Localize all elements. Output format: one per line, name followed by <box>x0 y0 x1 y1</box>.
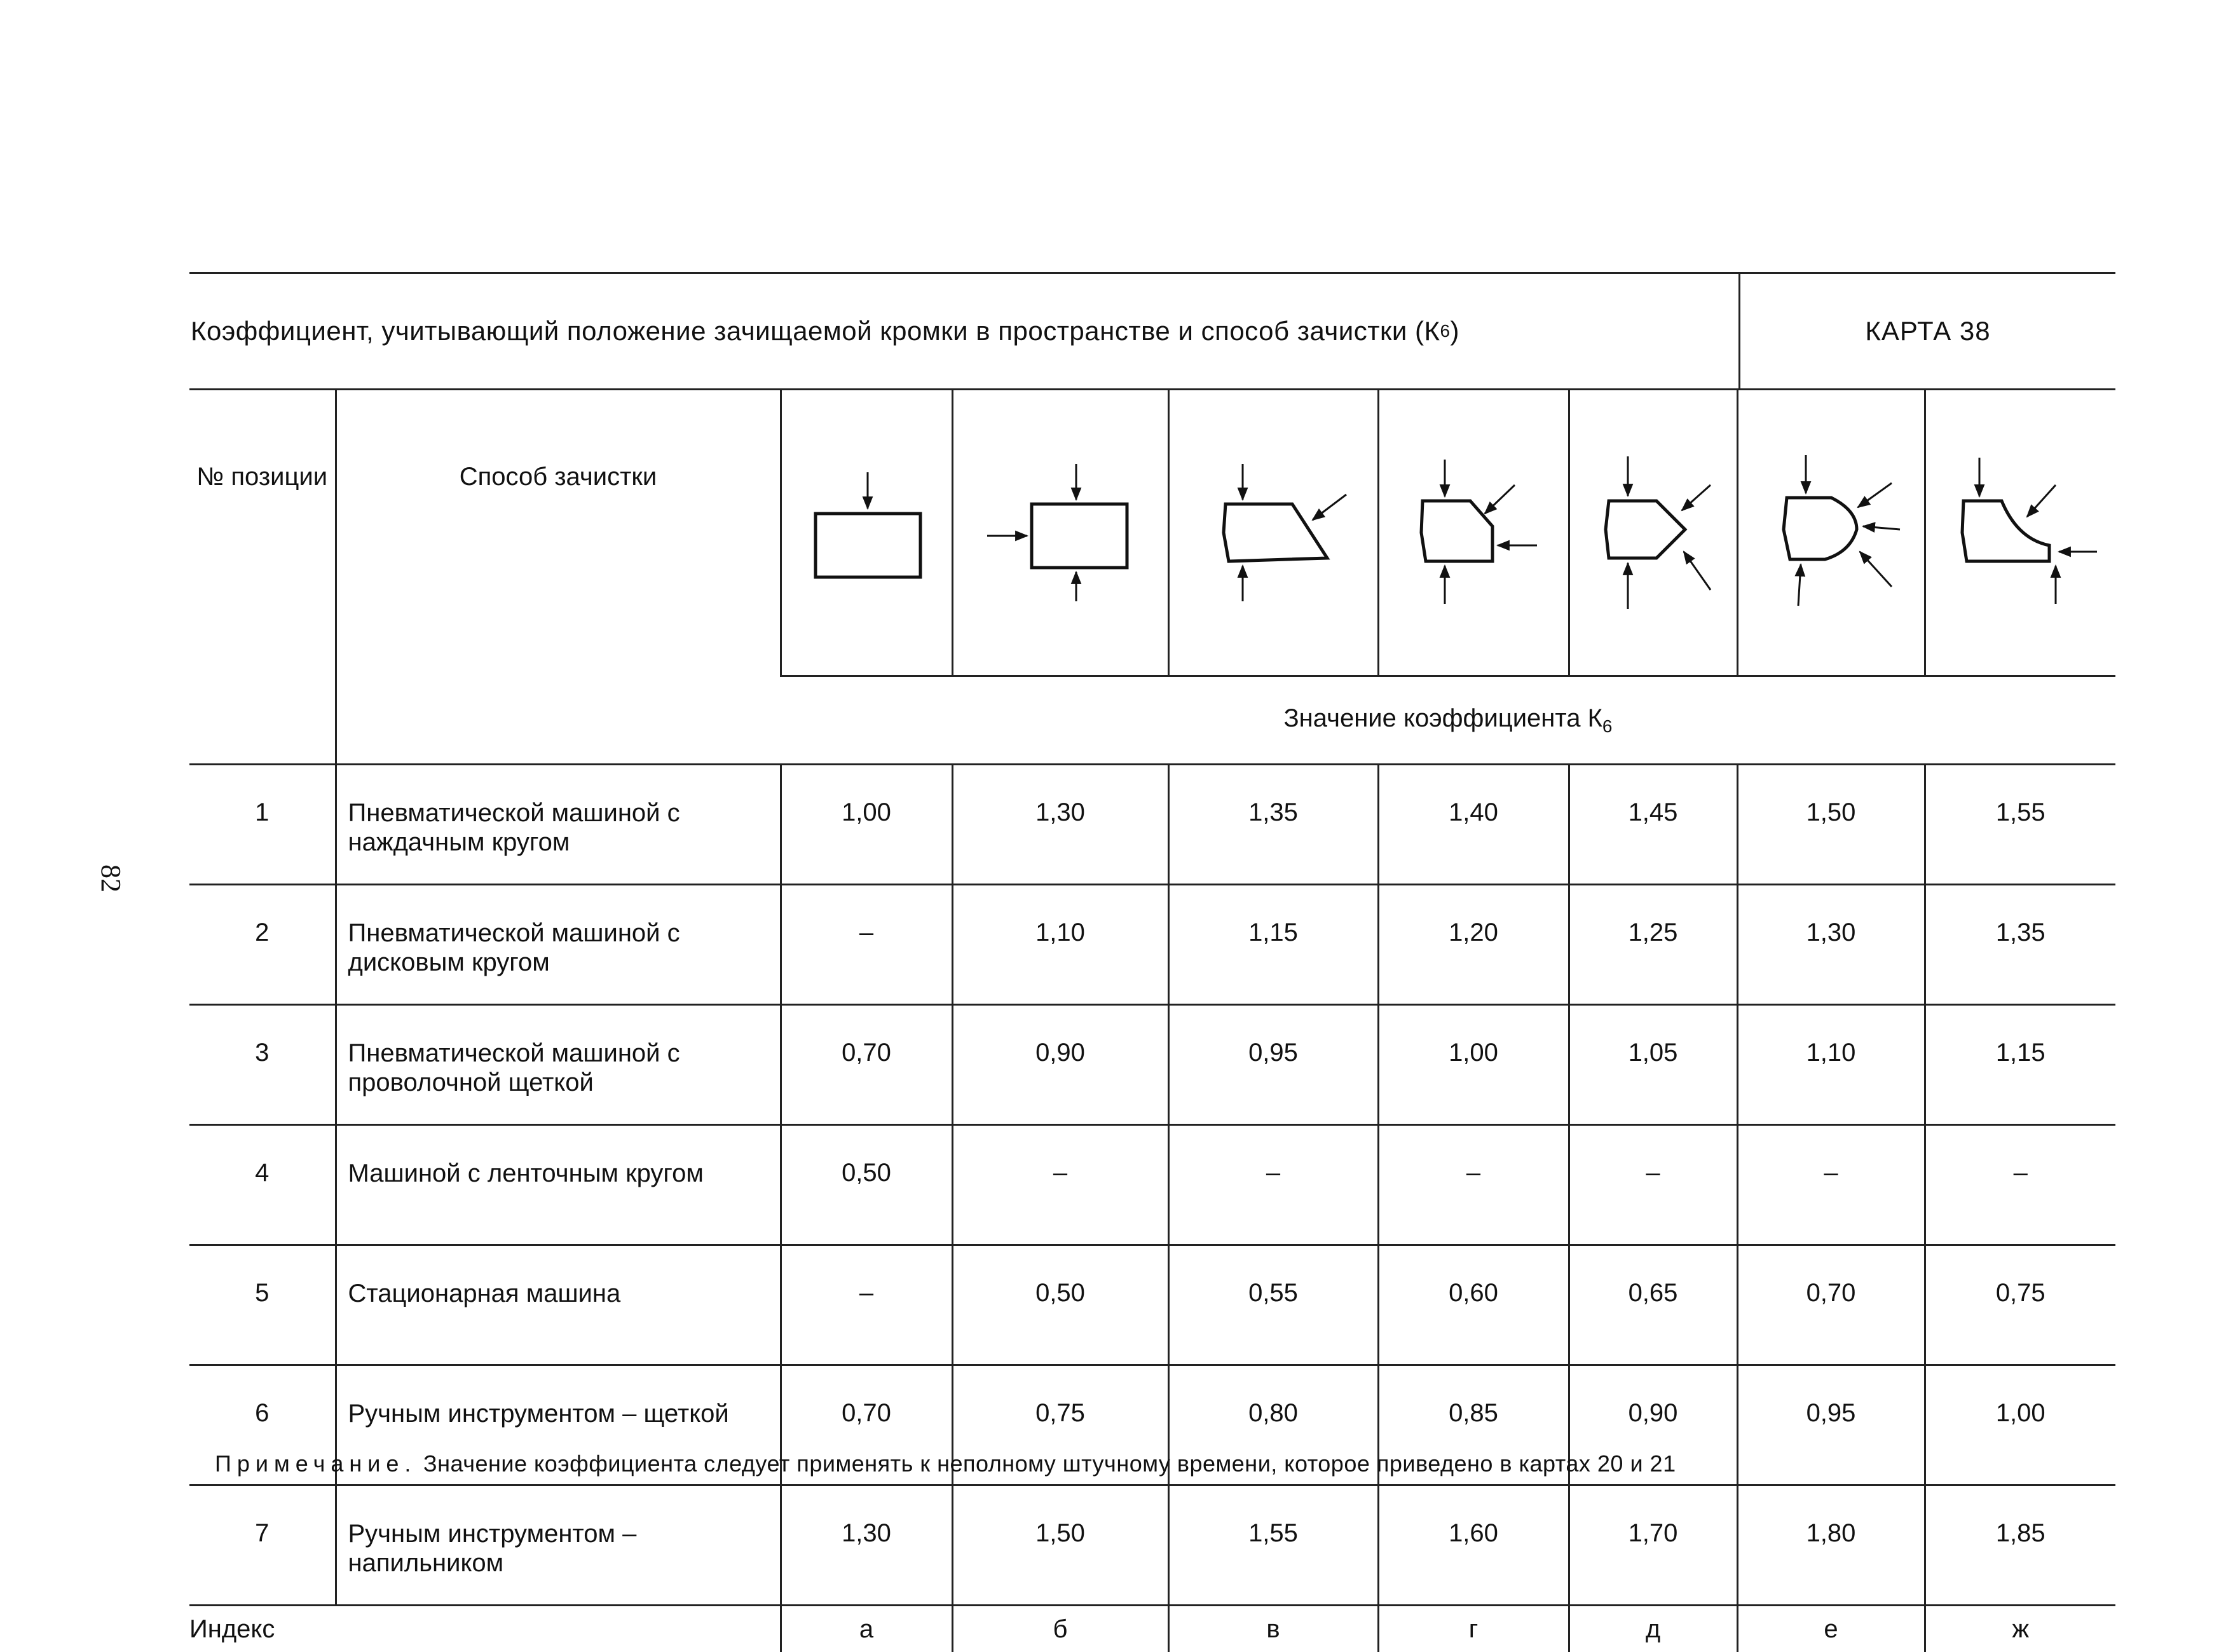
value-cell: – <box>1925 1125 2115 1245</box>
card-number-label: КАРТА 38 <box>1738 274 2115 388</box>
value-cell: 0,65 <box>1569 1245 1737 1365</box>
value-cell: 1,60 <box>1378 1485 1569 1606</box>
method-cell: Пневматической машиной с дисковым кругом <box>336 885 781 1005</box>
sketch-cell-d <box>1569 390 1737 676</box>
value-cell: 0,75 <box>1925 1245 2115 1365</box>
table-row <box>189 1125 2115 1245</box>
value-cell: 0,70 <box>781 1365 952 1485</box>
footnote-lead: Примечание. <box>215 1451 416 1477</box>
value-cell: 1,35 <box>1168 765 1378 885</box>
card-38 <box>189 272 2115 1652</box>
value-cell: 1,20 <box>1378 885 1569 1005</box>
method-cell: Ручным инструментом – щеткой <box>336 1365 781 1485</box>
value-cell: 1,50 <box>952 1485 1168 1606</box>
value-cell: 0,85 <box>1378 1365 1569 1485</box>
sketch-cell-zh <box>1925 390 2115 676</box>
value-cell: 0,50 <box>781 1125 952 1245</box>
table-row <box>189 1005 2115 1125</box>
edge-sketch-a-icon <box>803 469 930 596</box>
footnote-text: Значение коэффициента следует применять к неполному штучному времени, которое приведено в картах 20 и 21 <box>423 1451 1676 1477</box>
values-caption-text: Значение коэффициента К <box>1284 704 1602 732</box>
index-letter: д <box>1569 1606 1737 1652</box>
value-cell: 1,45 <box>1569 765 1737 885</box>
column-header-position: № позиции <box>189 390 336 765</box>
value-cell: 1,10 <box>952 885 1168 1005</box>
footnote <box>215 1451 1676 1477</box>
sketch-cell-v <box>1168 390 1378 676</box>
edge-sketch-zh-icon <box>1938 456 2103 609</box>
value-cell: 0,80 <box>1168 1365 1378 1485</box>
value-cell: – <box>952 1125 1168 1245</box>
edge-sketch-v-icon <box>1197 463 1349 603</box>
index-letter: в <box>1168 1606 1378 1652</box>
value-cell: 1,05 <box>1569 1005 1737 1125</box>
edge-sketch-d-icon <box>1580 450 1726 615</box>
value-cell: 0,60 <box>1378 1245 1569 1365</box>
value-cell: 0,95 <box>1737 1365 1925 1485</box>
table-row <box>189 765 2115 885</box>
value-cell: 1,30 <box>1737 885 1925 1005</box>
value-cell: 0,90 <box>952 1005 1168 1125</box>
index-letter: г <box>1378 1606 1569 1652</box>
header-row-sketches <box>189 390 2115 676</box>
edge-sketch-e-icon <box>1755 450 1908 615</box>
table-row <box>189 885 2115 1005</box>
index-row <box>189 1606 2115 1652</box>
page-number: 82 <box>95 864 127 892</box>
value-cell: – <box>1569 1125 1737 1245</box>
value-cell: 1,00 <box>781 765 952 885</box>
card-title <box>189 274 1738 388</box>
value-cell: 0,90 <box>1569 1365 1737 1485</box>
value-cell: 1,15 <box>1925 1005 2115 1125</box>
value-cell: 0,95 <box>1168 1005 1378 1125</box>
card-title-subscript: 6 <box>1440 321 1450 341</box>
column-header-method: Способ зачистки <box>336 390 781 765</box>
index-letter: а <box>781 1606 952 1652</box>
value-cell: 1,80 <box>1737 1485 1925 1606</box>
value-cell: – <box>1737 1125 1925 1245</box>
value-cell: 1,55 <box>1925 765 2115 885</box>
value-cell: – <box>781 885 952 1005</box>
index-letter: ж <box>1925 1606 2115 1652</box>
index-letter: е <box>1737 1606 1925 1652</box>
value-cell: 1,25 <box>1569 885 1737 1005</box>
value-cell: 0,55 <box>1168 1245 1378 1365</box>
sketch-cell-e <box>1737 390 1925 676</box>
method-cell: Машиной с ленточным кругом <box>336 1125 781 1245</box>
value-cell: 0,50 <box>952 1245 1168 1365</box>
sketch-cell-b <box>952 390 1168 676</box>
position-cell: 3 <box>189 1005 336 1125</box>
position-cell: 2 <box>189 885 336 1005</box>
method-cell: Ручным инструментом – напильником <box>336 1485 781 1606</box>
value-cell: 1,10 <box>1737 1005 1925 1125</box>
value-cell: 1,35 <box>1925 885 2115 1005</box>
method-cell: Стационарная машина <box>336 1245 781 1365</box>
method-cell: Пневматической машиной с наждачным кругом <box>336 765 781 885</box>
edge-sketch-g-icon <box>1397 456 1550 609</box>
sketch-cell-a <box>781 390 952 676</box>
card-title-close: ) <box>1451 316 1460 346</box>
card-title-text: Коэффициент, учитывающий положение зачищаемой кромки в пространстве и способ зачистки (К <box>191 316 1440 346</box>
values-caption <box>781 676 2115 765</box>
position-cell: 7 <box>189 1485 336 1606</box>
position-cell: 4 <box>189 1125 336 1245</box>
table-row <box>189 1485 2115 1606</box>
position-cell: 1 <box>189 765 336 885</box>
position-cell: 5 <box>189 1245 336 1365</box>
value-cell: – <box>781 1245 952 1365</box>
value-cell: 1,55 <box>1168 1485 1378 1606</box>
value-cell: 1,00 <box>1378 1005 1569 1125</box>
value-cell: 1,30 <box>781 1485 952 1606</box>
value-cell: 0,70 <box>781 1005 952 1125</box>
values-caption-subscript: 6 <box>1602 716 1613 736</box>
value-cell: 0,75 <box>952 1365 1168 1485</box>
value-cell: 1,40 <box>1378 765 1569 885</box>
value-cell: 1,70 <box>1569 1485 1737 1606</box>
index-label: Индекс <box>189 1606 781 1652</box>
value-cell: 1,15 <box>1168 885 1378 1005</box>
position-cell: 6 <box>189 1365 336 1485</box>
table-row <box>189 1245 2115 1365</box>
edge-sketch-b-icon <box>978 463 1143 603</box>
value-cell: – <box>1378 1125 1569 1245</box>
method-cell: Пневматической машиной с проволочной щеткой <box>336 1005 781 1125</box>
value-cell: 1,00 <box>1925 1365 2115 1485</box>
value-cell: – <box>1168 1125 1378 1245</box>
title-row <box>189 274 2115 390</box>
value-cell: 1,50 <box>1737 765 1925 885</box>
sketch-cell-g <box>1378 390 1569 676</box>
index-letter: б <box>952 1606 1168 1652</box>
value-cell: 1,30 <box>952 765 1168 885</box>
value-cell: 0,70 <box>1737 1245 1925 1365</box>
value-cell: 1,85 <box>1925 1485 2115 1606</box>
